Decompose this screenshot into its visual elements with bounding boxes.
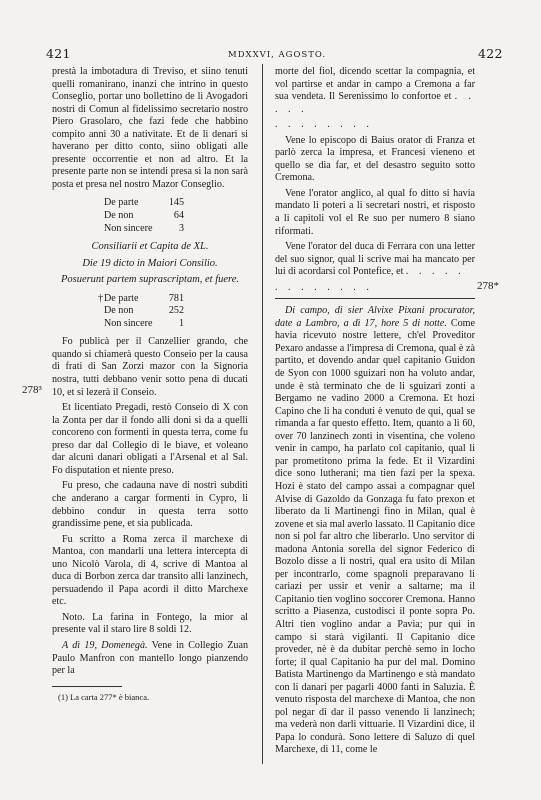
margin-note-left: 278³ bbox=[22, 384, 42, 396]
page-number-left: 421 bbox=[46, 46, 71, 61]
vote-value: 145 bbox=[168, 197, 184, 209]
vote-row bbox=[98, 293, 248, 306]
vote-value: 1 bbox=[178, 317, 184, 329]
paragraph bbox=[275, 66, 475, 116]
date-heading: A dì 19, Domenegà. bbox=[62, 639, 148, 651]
paragraph: Et licentiato Pregadi, restò Conseio di X con la Zonta per dar il fondo alli doni si da a quelli concoreno con formenti in questa terra, come fu preso dar dal Collegio di le biave, et voleano dar alcuni danari obligati a l'Arsenal et al Sal. Fo disputation et niente preso. bbox=[52, 402, 248, 476]
paragraph-text: Vene in Collegio Zuan Paulo Manfron con mantello longo pianzendo per la bbox=[52, 639, 248, 677]
ellipsis-line: . . . . . . . . bbox=[275, 119, 373, 131]
ellipsis: . . . . . bbox=[405, 266, 465, 278]
paragraph bbox=[275, 241, 475, 279]
paragraph bbox=[52, 640, 248, 678]
section-heading: Consiliarii et Capita de XL. bbox=[91, 241, 209, 253]
margin-note-right: 278* bbox=[477, 280, 499, 292]
vote-value: 64 bbox=[173, 210, 184, 222]
paragraph: Noto. La farina in Fontego, la mior al presente val il staro lire 8 soldi 12. bbox=[52, 611, 248, 636]
column-divider bbox=[262, 64, 263, 764]
vote-value: 252 bbox=[168, 305, 184, 317]
vote-row bbox=[98, 318, 248, 331]
vote-row bbox=[98, 305, 248, 318]
right-column bbox=[275, 66, 475, 760]
vote-row bbox=[104, 210, 248, 223]
vote-tally bbox=[98, 293, 248, 331]
paragraph: prestà la imbotadura di Treviso, et siino tenuti quelli romanirano, inanzi che intrino in questo Conseglio, portar uno bollettino de li Avogadori nostri di Comun al fidelissimo secretario nostro Piero Grasolaro, che fazi fede che habbino compito anni 30 a nativitate. Et de li denari si haverano per ditto conto, siino obligati alle presente occorrentie et non ad altro. Et la presente parte non se intendi presa si la non sarà posta et presa nel nostro Mazor Conseglio. bbox=[52, 66, 248, 190]
vote-label: Non sincere bbox=[104, 222, 153, 234]
vote-label: Non sincere bbox=[104, 317, 153, 329]
vote-tally bbox=[104, 197, 248, 235]
paragraph bbox=[275, 305, 475, 757]
section-heading: Die 19 dicto in Maiori Consilio. bbox=[82, 257, 218, 269]
dagger-mark: † bbox=[98, 292, 104, 304]
ellipsis-line: . . . . . . . . bbox=[275, 281, 373, 293]
paragraph: Fu scritto a Roma zerca il marchexe di Mantoa, con mandarli una lettera intercepta di uno Nicolò Varola, di 4, scrive di Mantoa al duca di Borbon zerca dar transito alli lanzinech, persuadendo il Papa acordi il ditto Marchexe etc. bbox=[52, 533, 248, 608]
paragraph-text: morte del fiol, dicendo scettar la compagnia, et vol partirse et andar in campo a Cremona a far sua vendeta. Il Serenissimo lo confortoe et bbox=[275, 66, 475, 103]
vote-label: De parte bbox=[104, 197, 139, 209]
ellipsis: . . . . . bbox=[275, 91, 475, 115]
footnote: (1) La carta 277* è bianca. bbox=[58, 691, 150, 702]
vote-row bbox=[104, 223, 248, 236]
paragraph-text: Vene l'orator del duca di Ferrara con una letter del suo signor, qual li scrive mai ha mancato per lui di acordarsi col Pontefice, et bbox=[275, 241, 475, 278]
letter-heading: Di campo, di sier Alvixe Pixani procurator, date a Lambro, a dì 17, hore 5 di notte. bbox=[275, 305, 475, 329]
paragraph: Vene l'orator anglico, al qual fo ditto si havia mandato li poteri a li secretari nostri, et risposto a li capitoli vol el Re suo per numero 8 siano riformati. bbox=[275, 187, 475, 237]
vote-label: De parte bbox=[104, 292, 139, 304]
paragraph: Fu preso, che cadauna nave di nostri subditi che anderano a cargar formenti in Cypro, li debbino condur in questa terra sotto grandissime pene, et sia publicada. bbox=[52, 480, 248, 530]
left-column bbox=[52, 66, 248, 703]
section-heading: Posuerunt partem suprascriptam, et fuere. bbox=[60, 274, 240, 286]
running-head: MDXXVI, AGOSTO. bbox=[228, 50, 327, 60]
vote-value: 781 bbox=[168, 292, 184, 304]
vote-label: De non bbox=[104, 305, 134, 317]
vote-value: 3 bbox=[178, 222, 184, 234]
paragraph-text: Come havia ricevuto nostre lettere, ch'el Proveditor Pexaro andasse a l'impresa di Cremona, qual è zà partito, et dovendo andar quel capitanio Guidon de Syon con 1000 sguizari non ha voluto andar, unde è stà terminato che de li sguizari zonti a Bergamo ne vadino 2000 a Cremona. Et hozi Capino che li ha conduti è venuto de qui, qual se rimanda a far questo effetto. Item, quanto a li 60, over 70 lanzinech zonti in visentina, che voleno venir in campo, ha parlato col capitanio, qual li par prometitono prima la fede. Et il Vizardini dice sono lutherani; ma tien fazi per la spexa. Hozi è stato del campo assai a compagnar quel Alvise di Gazoldo da Gonzaga fu fato prexon et liberato da li Martinengi fino in Milan, qual è zovene et sia mal averlo lassato. Il Capitanio dice non si pol far altro che liberarlo. Uno servitor di madona Antonia sorella del signor Federico di Bozolo disse a li nostri, qual era usito di Milan per incontrarlo, come spagnoli preparavano li cariazi per ussir et venir a saltarne; ma il Capitanio tien voglino soccorer Cremona. Hanno scritto a Piasenza, custodisci il ponte sopra Po. Altri tien voglino andar a Pavia; pur qui in campo si starà vigilanti. Il Capitanio dice proveder, nè è da dubitar perchè semo in locho forte; il qual Capitanio ha pur del mal. Domino Batista Martinengo da Martinengo e stà mandato con li danari per pagarli 4000 fanti in Saluzia. È venuto risposta del marchexe di Mantoa, che non pol negar di dar il passo venendo li lanzinech; ma vederà non darli vittuarie. Il Vizardini dice, il Papa lo condurà. Sono lettere di Saluzo di quel Marchexe, di 11, come le bbox=[275, 317, 475, 756]
vote-label: De non bbox=[104, 210, 134, 222]
paragraph: Fo publicà per il Canzellier grando, che quando si chiamerà questo Conseio per la causa di frati di San Zorzi mazor con la Signoria nostra, tutti debbano venir sotto pena di ducati 10, et si lezerà il Conseio. bbox=[52, 336, 248, 398]
vote-row bbox=[104, 197, 248, 210]
section-rule bbox=[275, 298, 475, 299]
paragraph: Vene lo episcopo di Baius orator di Franza et parlò zerca la impresa, et Francesi vieneno et quello se dia far, et del desastro seguito sotto Cremona. bbox=[275, 134, 475, 184]
footnote-rule bbox=[52, 686, 122, 687]
page-number-right: 422 bbox=[478, 46, 503, 61]
